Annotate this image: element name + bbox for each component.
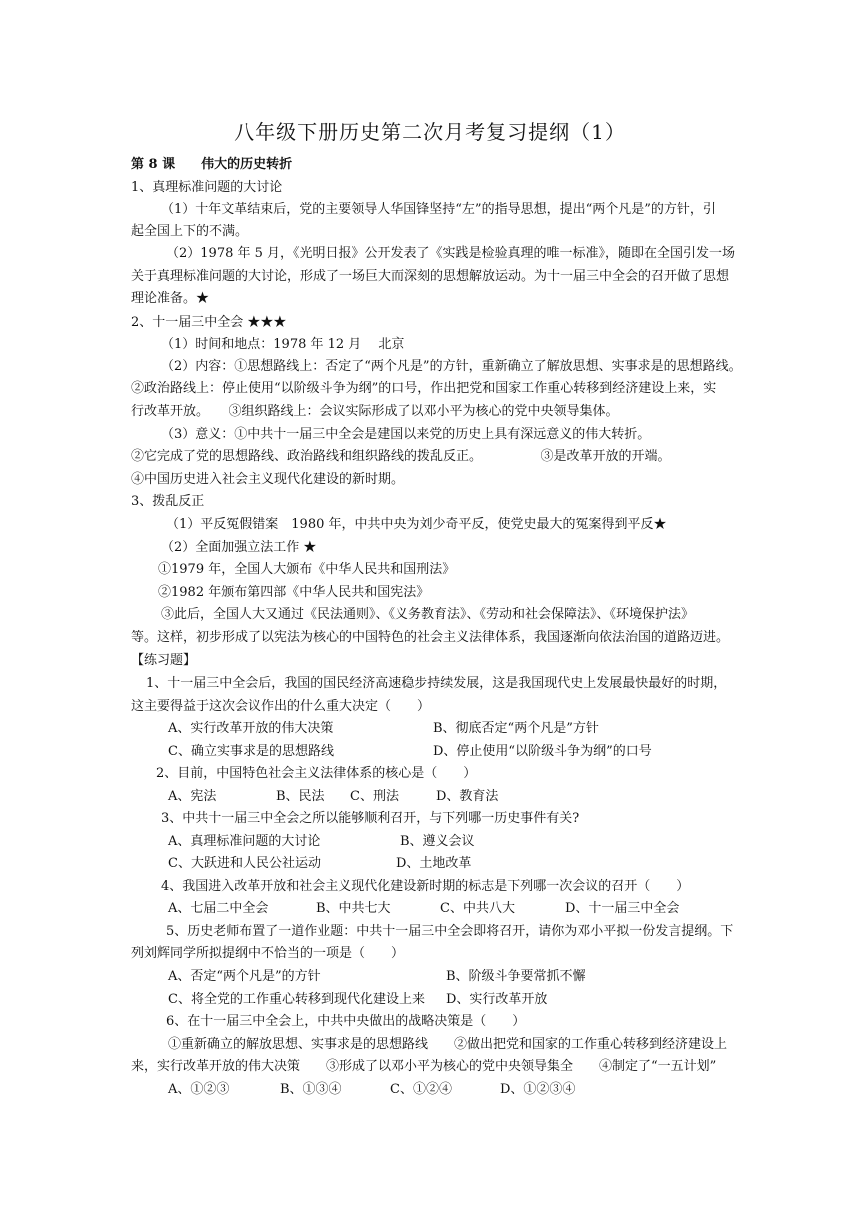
q6-stem: 6、在十一届三中全会上，中共中央做出的战略决策是（ ）	[166, 1014, 526, 1029]
q1-option-c: C、确立实事求是的思想路线	[168, 744, 334, 759]
q6-option-d: D、①②③④	[500, 1082, 576, 1097]
q5-option-d: D、实行改革开放	[446, 992, 548, 1007]
page-title: 八年级下册历史第二次月考复习提纲（1）	[234, 120, 626, 144]
q1-option-b: B、彻底否定“两个凡是”方针	[433, 721, 599, 736]
practice-heading: 【练习题】	[131, 653, 197, 668]
q2-option-d: D、教育法	[436, 789, 499, 804]
section-1-heading: 1、真理标准问题的大讨论	[131, 180, 283, 195]
s2-time-place: （1）时间和地点：1978 年 12 月 北京	[161, 337, 405, 352]
q4-option-c: C、中共八大	[440, 901, 515, 916]
q4-option-b: B、中共七大	[316, 901, 391, 916]
q1-stem: 1、十一届三中全会后，我国的国民经济高速稳步持续发展，这是我国现代史上发展最快最好的时期，	[146, 676, 727, 691]
q6-option-a: A、①②③	[168, 1082, 230, 1097]
q5-option-a: A、否定“两个凡是”的方针	[168, 969, 321, 984]
q5-stem: 5、历史老师布置了一道作业题：中共十一届三中全会即将召开，请你为邓小平拟一份发言提纲。下	[166, 924, 734, 939]
q4-option-d: D、十一届三中全会	[565, 901, 680, 916]
q6-options-line-2: 来，实行改革开放的伟大决策 ③形成了以邓小平为核心的党中央领导集全 ④制定了“一五计划”	[131, 1059, 717, 1074]
s2-meaning-3: ④中国历史进入社会主义现代化建设的新时期。	[131, 472, 405, 487]
s2-content-2: ②政治路线上：停止使用“以阶级斗争为纲”的口号，作出把党和国家工作重心转移到经济建设上来，实	[131, 381, 717, 396]
q3-stem: 3、中共十一届三中全会之所以能够顺利召开，与下列哪一历史事件有关?	[161, 811, 580, 826]
s2-meaning-2: ②它完成了党的思想路线、政治路线和组织路线的拨乱反正。 ③是改革开放的开端。	[131, 449, 671, 464]
s1-paragraph-1: （1）十年文革结束后，党的主要领导人华国锋坚持“左”的指导思想，提出“两个凡是”的方针，引	[161, 202, 716, 217]
q4-stem: 4、我国进入改革开放和社会主义现代化建设新时期的标志是下列哪一次会议的召开（ ）	[161, 879, 690, 894]
q1-stem-cont: 这主要得益于这次会议作出的什么重大决定（ ）	[131, 699, 431, 714]
q1-option-a: A、实行改革开放的伟大决策	[168, 721, 334, 736]
q1-option-d: D、停止使用“以阶级斗争为纲”的口号	[433, 744, 652, 759]
q2-stem: 2、目前，中国特色社会主义法律体系的核心是（ ）	[156, 766, 477, 781]
section-3-heading: 3、拨乱反正	[131, 494, 205, 509]
lesson-heading: 第 8 课 伟大的历史转折	[131, 157, 293, 172]
s1-paragraph-1-cont: 起全国上下的不满。	[131, 224, 249, 239]
q3-option-a: A、真理标准问题的大讨论	[168, 834, 321, 849]
q2-option-c: C、刑法	[350, 789, 399, 804]
s1-paragraph-2-cont: 关于真理标准问题的大讨论，形成了一场巨大而深刻的思想解放运动。为十一届三中全会的召开做了思想	[131, 269, 730, 284]
s3-line-1: （1）平反冤假错案 1980 年，中共中央为刘少奇平反，使党史最大的冤案得到平反★	[166, 517, 667, 532]
q5-option-b: B、阶级斗争要常抓不懈	[446, 969, 586, 984]
q5-stem-cont: 列刘辉同学所拟提纲中不恰当的一项是（ ）	[131, 946, 405, 961]
s3-line-3: ①1979 年，全国人大颁布《中华人民共和国刑法》	[158, 562, 456, 577]
s3-line-2: （2）全面加强立法工作 ★	[161, 540, 317, 555]
section-2-heading: 2、十一届三中全会 ★★★	[131, 315, 287, 330]
q3-option-d: D、土地改革	[396, 856, 472, 871]
s2-content-3: 行改革开放。 ③组织路线上：会议实际形成了以邓小平为核心的党中央领导集体。	[131, 404, 619, 419]
q5-option-c: C、将全党的工作重心转移到现代化建设上来	[168, 992, 425, 1007]
s3-line-6: 等。这样，初步形成了以宪法为核心的中国特色的社会主义法律体系，我国逐渐向依法治国的道路迈进。	[131, 630, 730, 645]
s3-line-4: ②1982 年颁布第四部《中华人民共和国宪法》	[158, 585, 430, 600]
q3-option-b: B、遵义会议	[400, 834, 475, 849]
s1-paragraph-2-end: 理论准备。★	[131, 291, 210, 306]
s1-paragraph-2: （2）1978 年 5 月，《光明日报》公开发表了《实践是检验真理的唯一标准》，随即在全国引发一场	[166, 246, 736, 261]
q6-options-line-1: ①重新确立的解放思想、实事求是的思想路线 ②做出把党和国家的工作重心转移到经济建设上	[168, 1037, 728, 1052]
q6-option-c: C、①②④	[390, 1082, 452, 1097]
q6-option-b: B、①③④	[280, 1082, 342, 1097]
s3-line-5: ③此后，全国人大又通过《民法通则》、《义务教育法》、《劳动和社会保障法》、《环境保护法》	[161, 607, 695, 622]
q2-option-a: A、宪法	[168, 789, 217, 804]
s2-content-1: （2）内容：①思想路线上：否定了“两个凡是”的方针，重新确立了解放思想、实事求是的思想路线。	[161, 359, 742, 374]
q2-option-b: B、民法	[276, 789, 325, 804]
q3-option-c: C、大跃进和人民公社运动	[168, 856, 321, 871]
q4-option-a: A、七届二中全会	[168, 901, 269, 916]
s2-meaning-1: （3）意义：①中共十一届三中全会是建国以来党的历史上具有深远意义的伟大转折。	[161, 427, 651, 442]
